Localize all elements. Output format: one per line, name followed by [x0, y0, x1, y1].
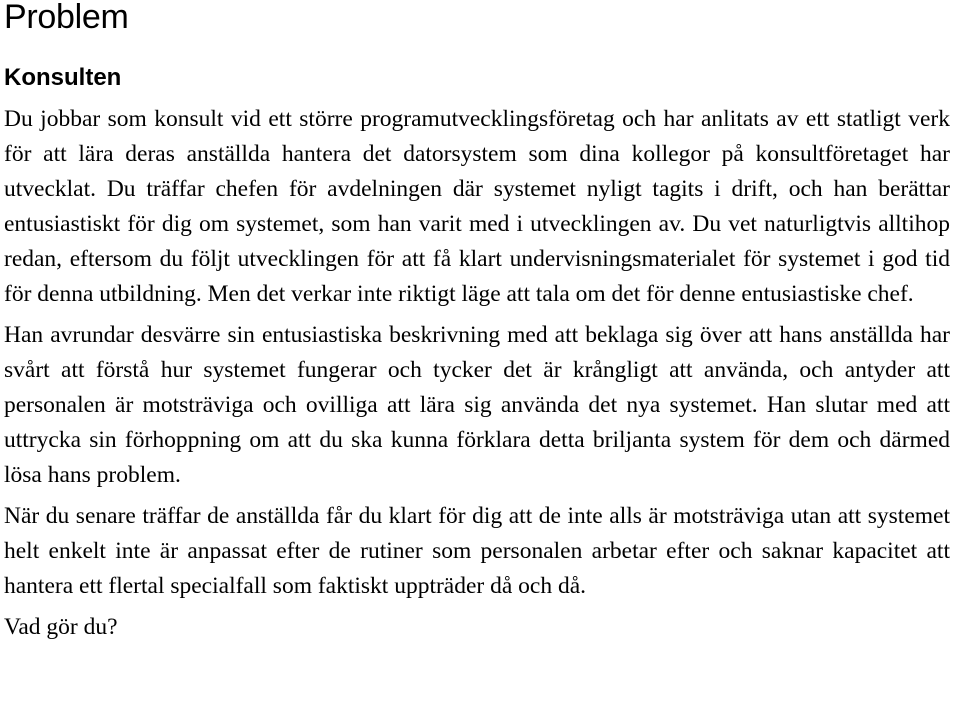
- closing-question: Vad gör du?: [4, 614, 118, 640]
- paragraph-1: Du jobbar som konsult vid ett större programutvecklingsföretag och har anlitats av ett statligt verk för att lära deras anställda hantera det datorsystem som dina kollegor på konsultföretaget har utvecklat. Du träffar chefen för avdelningen där systemet nyligt tagits i drift, och han berättar entusiastiskt för dig om systemet, som han varit med i utvecklingen av. Du vet naturligtvis alltihop redan, eftersom du följt utvecklingen för att få klart undervisningsmaterialet för systemet i god tid för denna utbildning. Men det verkar inte riktigt läge att tala om det för denne entusiastiske chef.: [4, 106, 950, 307]
- paragraph-2: Han avrundar desvärre sin entusiastiska beskrivning med att beklaga sig över att hans anställda har svårt att förstå hur systemet fungerar och tycker det är krångligt att använda, och antyder att personalen är motsträviga och ovilliga att lära sig använda det nya systemet. Han slutar med att uttrycka sin förhoppning om att du ska kunna förklara detta briljanta system för dem och därmed lösa hans problem.: [4, 322, 950, 488]
- section-heading: Konsulten: [4, 64, 122, 91]
- page-title: Problem: [4, 0, 129, 36]
- paragraph-3: När du senare träffar de anställda får du klart för dig att de inte alls är motsträviga utan att systemet helt enkelt inte är anpassat efter de rutiner som personalen arbetar efter och saknar kapacitet att hantera ett flertal specialfall som faktiskt uppträder då och då.: [4, 503, 950, 599]
